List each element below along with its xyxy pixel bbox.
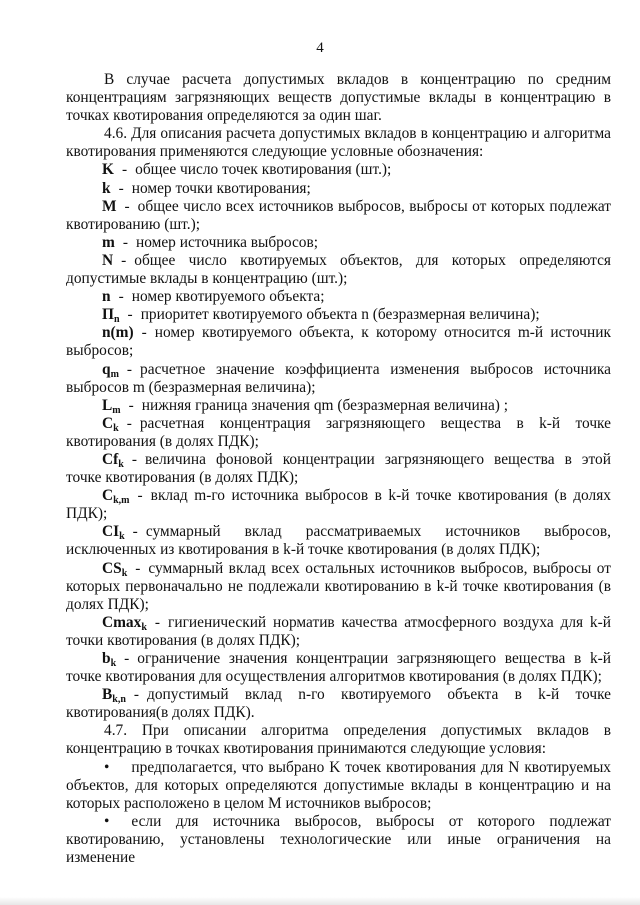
definition-text: приоритет квотируемого объекта n (безразмерная величина); [140, 306, 540, 324]
definition-symbol: Cmax$_k$ [102, 613, 147, 633]
definition-symbol-subscript: m [112, 404, 121, 416]
condition-text: предполагается, что выбрано K точек квотирования для N квотируемых объектов, для которых определяются допустимые вклады в концентрацию и на которых расположено в целом M источников выбросов; [66, 758, 611, 812]
definition-symbol-subscript: k [113, 422, 119, 434]
definition-item [66, 614, 611, 650]
definition-item [66, 288, 611, 306]
definition-text: расчетная концентрация загрязняющего вещества в k-й точке квотирования (в долях ПДК); [66, 414, 611, 450]
definition-item [66, 415, 611, 451]
definition-symbol-subscript: k,m [113, 495, 130, 507]
definition-dash: - [154, 613, 161, 631]
definition-text: расчетное значение коэффициента изменения выбросов источника выбросов m (безразмерная величина); [66, 360, 611, 396]
conditions-list [66, 759, 611, 868]
definition-item [66, 180, 611, 198]
definition-text: общее число всех источников выбросов, выбросы от которых подлежат квотированию (шт.); [66, 197, 611, 233]
definition-dash: - [121, 251, 127, 269]
definition-text: величина фоновой концентрации загрязняющего вещества в этой точке квотирования (в долях ПДК); [66, 450, 611, 487]
definition-dash: - [131, 450, 137, 468]
definitions-list [66, 161, 611, 722]
definition-text: общее число квотируемых объектов, для которых определяются допустимые вклады в концентрацию (шт.); [66, 251, 611, 288]
definition-symbol: K [102, 161, 114, 179]
definition-symbol: $B_{k,n}$ [102, 686, 126, 706]
definition-text: ограничение значения концентрации загрязняющего вещества в k-й точке квотирования для осуществления алгоритмов квотирования (в долях ПДК); [66, 650, 611, 686]
definition-text: нижняя граница значения qm (безразмерная величина) ; [141, 396, 509, 414]
definition-item [66, 324, 611, 360]
definition-symbol: $CS_k$ [102, 559, 128, 579]
definition-item [66, 650, 611, 686]
definition-symbol: m [102, 233, 115, 251]
definition-symbol-subscript: k,n [112, 694, 126, 706]
definition-symbol: M [102, 197, 117, 215]
definition-symbol: $q_m$ [102, 360, 119, 380]
definition-dash: - [128, 396, 134, 414]
definition-dash: - [132, 523, 138, 541]
definition-symbol: n(m) [102, 324, 134, 342]
definition-item [66, 161, 611, 179]
definition-symbol: $C_k$ [102, 414, 119, 434]
definition-item [66, 560, 611, 614]
definition-symbol-subscript: k [141, 621, 147, 633]
definition-text: суммарный вклад всех остальных источников выбросов, выбросы от которых первоначально не подлежали квотированию в k-й точке квотирования (в долях ПДК); [66, 559, 611, 613]
definition-item [66, 361, 611, 397]
definition-symbol: n [102, 288, 111, 306]
definition-text: вклад m-го источника выбросов в k-й точке квотирования (в долях ПДК); [66, 487, 611, 523]
definition-item [66, 306, 611, 324]
definition-symbol: $L_m$ [102, 396, 121, 416]
definition-text: суммарный вклад рассматриваемых источников выбросов, исключенных из квотирования в k-й точке квотирования (в долях ПДК); [66, 523, 611, 559]
definition-text: номер квотируемого объекта; [131, 288, 325, 306]
condition-item [66, 813, 611, 867]
intro-paragraph: В случае расчета допустимых вкладов в концентрацию по средним концентрациям загрязняющих веществ допустимые вклады в концентрацию в точках квотирования определяются за один шаг. [66, 71, 611, 125]
definition-dash: - [118, 179, 124, 197]
definition-symbol-subscript: k [110, 658, 117, 669]
definition-dash: - [126, 360, 133, 378]
definition-text: номер точки квотирования; [131, 179, 311, 197]
definition-item [66, 252, 611, 288]
definition-item [66, 523, 611, 559]
section-4-7-paragraph: 4.7. При описании алгоритма определения допустимых вкладов в концентрацию в точках квотирования принимаются следующие условия: [66, 722, 611, 758]
definition-dash: - [121, 161, 128, 179]
definition-symbol: $Cf_k$ [102, 450, 124, 470]
definition-dash: - [122, 233, 128, 251]
definition-symbol: $b_k$ [102, 650, 117, 669]
definition-symbol-subscript: k [119, 531, 125, 543]
definition-symbol-subscript: k [121, 567, 128, 579]
bullet-icon: • [104, 812, 110, 830]
definition-text: номер квотируемого объекта, к которому относится m-й источник выбросов; [66, 324, 611, 360]
definition-item [66, 234, 611, 252]
definition-dash: - [124, 197, 130, 215]
definition-dash: - [124, 650, 130, 667]
definition-dash: - [137, 487, 143, 505]
definition-symbol: N [102, 251, 114, 269]
definition-item [66, 397, 611, 415]
condition-item [66, 759, 611, 813]
condition-text: если для источника выбросов, выбросы от которого подлежат квотированию, установлены технологические или иные ограничения на изменение [66, 812, 611, 867]
bullet-icon: • [104, 758, 110, 776]
definition-dash: - [133, 686, 140, 704]
definition-symbol: $CI_k$ [102, 523, 125, 543]
definition-item [66, 451, 611, 487]
page-number: 4 [316, 40, 324, 56]
definition-text: общее число точек квотирования (шт.); [135, 161, 392, 179]
definition-symbol-subscript: m [110, 368, 119, 380]
definition-item [66, 198, 611, 234]
definition-dash: - [141, 324, 147, 342]
definition-dash: - [127, 306, 133, 324]
definition-text: допустимый вклад n-го квотируемого объекта в k-й точке квотирования(в долях ПДК). [66, 686, 611, 722]
section-4-6-paragraph: 4.6. Для описания расчета допустимых вкладов в концентрацию и алгоритма квотирования применяются следующие условные обозначения: [66, 125, 611, 161]
definition-symbol: $C_{k,m}$ [102, 487, 130, 507]
definition-dash: - [135, 559, 141, 577]
definition-symbol-subscript: n [113, 314, 120, 326]
definition-symbol-subscript: k [118, 458, 124, 470]
definition-dash: - [126, 414, 132, 432]
definition-symbol: k [102, 179, 111, 197]
definition-symbol: $П_n$ [102, 306, 120, 326]
document-body [66, 71, 611, 867]
definition-dash: - [118, 288, 124, 306]
definition-item [66, 487, 611, 523]
definition-text: гигиенический норматив качества атмосферного воздуха для k-й точки квотирования (в долях ПДК); [66, 613, 611, 649]
definition-item [66, 686, 611, 722]
definition-text: номер источника выбросов; [135, 233, 319, 251]
